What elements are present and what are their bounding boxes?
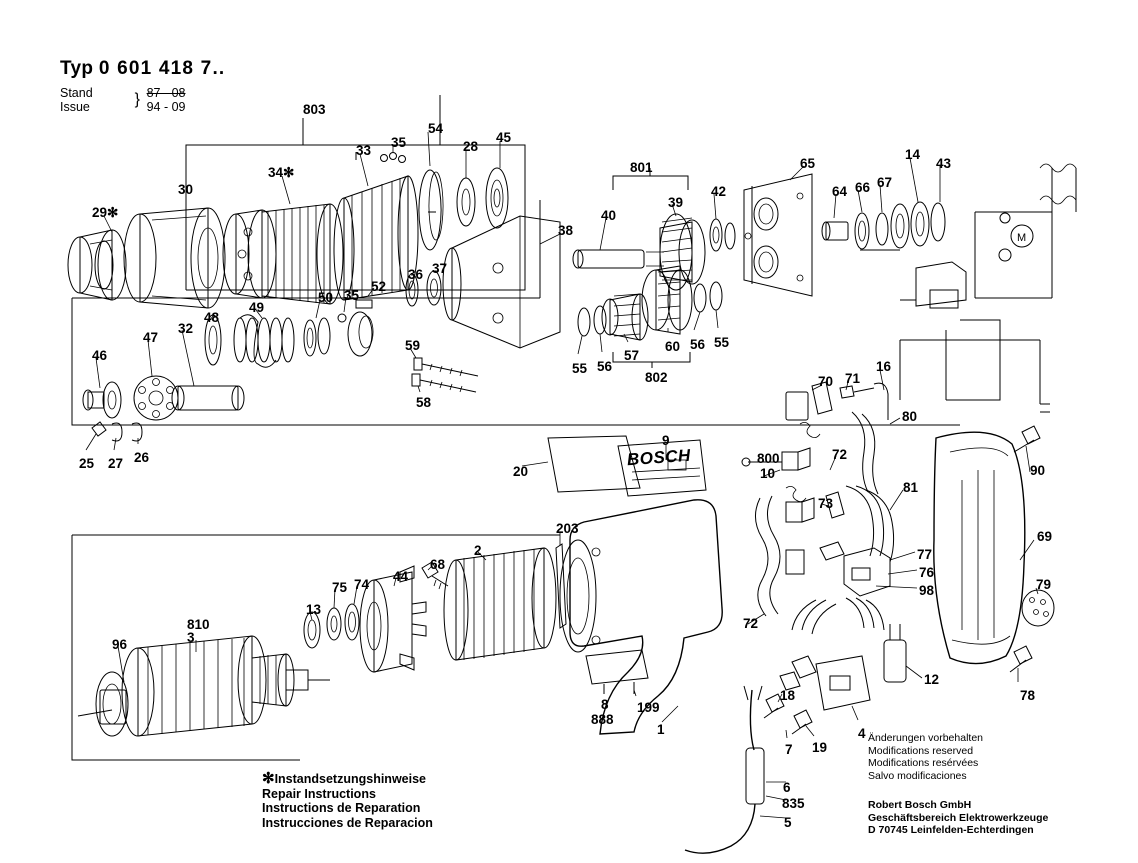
part-callout-46: 46 <box>92 348 108 363</box>
part-callout-35: 35 <box>391 135 407 150</box>
part-callout-55: 55 <box>572 361 588 376</box>
issue-value: 94 - 09 <box>146 100 186 114</box>
part-callout-47: 47 <box>143 330 159 345</box>
part-callout-40: 40 <box>601 208 617 223</box>
part-callout-42: 42 <box>711 184 727 199</box>
part-callout-199: 199 <box>637 700 660 715</box>
part-callout-27: 27 <box>108 456 124 471</box>
type-line <box>60 58 225 80</box>
part-callout-801: 801 <box>630 160 653 175</box>
part-callout-835: 835 <box>782 796 805 811</box>
part-callout-802: 802 <box>645 370 668 385</box>
issue-label: Issue <box>60 100 90 114</box>
part-callout-28: 28 <box>463 139 479 154</box>
company-line-2: D 70745 Leinfelden-Echterdingen <box>868 824 1034 836</box>
part-callout-19: 19 <box>812 740 828 755</box>
part-callout-68: 68 <box>430 557 446 572</box>
part-callout-52: 52 <box>371 279 387 294</box>
asterisk-icon: ✻ <box>262 770 275 787</box>
part-callout-60: 60 <box>665 339 681 354</box>
part-callout-6: 6 <box>783 780 791 795</box>
company-line-0: Robert Bosch GmbH <box>868 799 972 811</box>
part-callout-49: 49 <box>249 300 265 315</box>
part-callout-32: 32 <box>178 321 194 336</box>
modifications-notice <box>868 732 983 782</box>
part-callout-96: 96 <box>112 637 128 652</box>
part-callout-78: 78 <box>1020 688 1036 703</box>
part-callout-70: 70 <box>818 374 834 389</box>
part-callout-43: 43 <box>936 156 952 171</box>
part-callout-72: 72 <box>832 447 848 462</box>
part-callout-81: 81 <box>903 480 919 495</box>
company-address <box>868 799 1048 837</box>
part-callout-1: 1 <box>657 722 665 737</box>
part-callout-44: 44 <box>393 569 409 584</box>
mods-line-3: Salvo modificaciones <box>868 769 967 782</box>
part-callout-67: 67 <box>877 175 893 190</box>
part-callout-64: 64 <box>832 184 848 199</box>
part-callout-36: 36 <box>408 267 424 282</box>
part-callout-59: 59 <box>405 338 421 353</box>
part-callout-2: 2 <box>474 543 482 558</box>
part-callout-48: 48 <box>204 310 220 325</box>
part-callout-75: 75 <box>332 580 348 595</box>
part-callout-74: 74 <box>354 577 370 592</box>
part-callout-4: 4 <box>858 726 866 741</box>
repair-instructions <box>262 772 433 830</box>
svg-text:M: M <box>1017 232 1027 244</box>
bosch-logo: BOSCH <box>626 445 692 470</box>
part-callout-803: 803 <box>303 102 326 117</box>
part-callout-12: 12 <box>924 672 940 687</box>
part-callout-56: 56 <box>690 337 706 352</box>
part-callout-33: 33 <box>356 143 372 158</box>
repair-line-2: Instructions de Reparation <box>262 801 421 815</box>
part-callout-57: 57 <box>624 348 640 363</box>
part-callout-56: 56 <box>597 359 613 374</box>
part-callout-76: 76 <box>919 565 935 580</box>
part-callout-25: 25 <box>79 456 95 471</box>
part-callout-34: 34✻ <box>268 165 295 180</box>
part-callout-30: 30 <box>178 182 194 197</box>
brace: } <box>134 91 140 108</box>
part-callout-66: 66 <box>855 180 871 195</box>
part-callout-80: 80 <box>902 409 918 424</box>
part-callout-71: 71 <box>845 371 861 386</box>
part-callout-45: 45 <box>496 130 512 145</box>
mods-line-0: Änderungen vorbehalten <box>868 732 984 744</box>
part-callout-888: 888 <box>591 712 614 727</box>
part-callout-14: 14 <box>905 147 921 162</box>
part-callout-69: 69 <box>1037 529 1053 544</box>
part-callout-38: 38 <box>558 223 574 238</box>
part-callout-50: 50 <box>318 290 334 305</box>
part-callout-9: 9 <box>662 433 670 448</box>
part-callout-39: 39 <box>668 195 684 210</box>
part-callout-55: 55 <box>714 335 730 350</box>
part-callout-800: 800 <box>757 451 780 466</box>
part-callout-3: 3 <box>187 630 195 645</box>
part-callout-16: 16 <box>876 359 892 374</box>
repair-line-1: Repair Instructions <box>262 786 376 801</box>
type-number: 0 601 418 7.. <box>98 58 226 79</box>
part-callout-18: 18 <box>780 688 796 703</box>
part-callout-35: 35 <box>344 288 360 303</box>
part-callout-10: 10 <box>760 466 776 481</box>
type-label: Typ <box>60 58 94 79</box>
part-callout-7: 7 <box>785 742 793 757</box>
part-callout-58: 58 <box>416 395 432 410</box>
part-callout-20: 20 <box>513 464 529 479</box>
part-callout-72: 72 <box>743 616 759 631</box>
company-line-1: Geschäftsbereich Elektrowerkzeuge <box>868 811 1049 824</box>
part-callout-203: 203 <box>556 521 579 536</box>
part-callout-65: 65 <box>800 156 816 171</box>
part-callout-13: 13 <box>306 602 322 617</box>
part-callout-29: 29✻ <box>92 205 119 220</box>
stand-label: Stand <box>60 86 93 100</box>
part-callout-98: 98 <box>919 583 935 598</box>
part-callout-810: 810 <box>187 617 210 632</box>
part-callout-5: 5 <box>784 815 792 830</box>
mods-line-2: Modifications resérvées <box>868 757 979 769</box>
stand-value: 87 - 08 <box>146 86 186 100</box>
part-callout-54: 54 <box>428 121 444 136</box>
part-callout-73: 73 <box>818 496 834 511</box>
part-callout-26: 26 <box>134 450 150 465</box>
stand-issue-block <box>60 86 225 114</box>
part-callout-79: 79 <box>1036 577 1052 592</box>
part-callout-8: 8 <box>601 697 609 712</box>
repair-line-3: Instrucciones de Reparacion <box>262 815 433 830</box>
part-callout-90: 90 <box>1030 463 1046 478</box>
mods-line-1: Modifications reserved <box>868 744 974 757</box>
part-callout-77: 77 <box>917 547 933 562</box>
title-block <box>60 58 225 114</box>
part-callout-37: 37 <box>432 261 448 276</box>
repair-line-0: ✻Instandsetzungshinweise <box>262 770 426 787</box>
